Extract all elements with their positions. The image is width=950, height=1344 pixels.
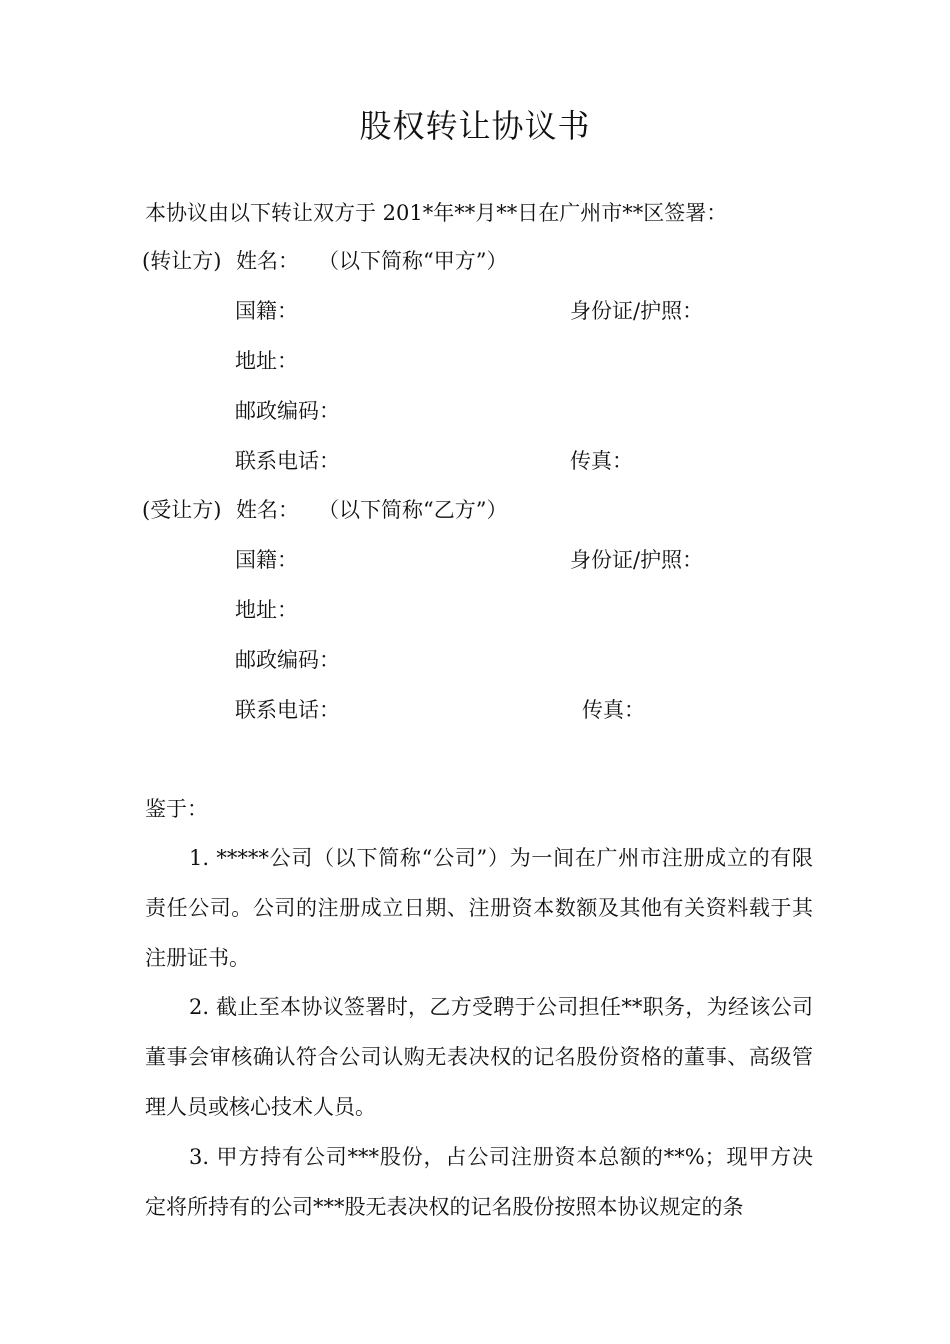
transferee-id-label: 身份证/护照： bbox=[570, 548, 704, 572]
transferee-fax-label: 传真： bbox=[582, 698, 645, 722]
transferee-alias: （以下简称“乙方”） bbox=[318, 498, 508, 522]
transferor-name-label: 姓名： bbox=[236, 249, 299, 273]
transferee-role: (受让方) bbox=[142, 498, 222, 522]
transferor-role: (转让方) bbox=[142, 249, 222, 273]
transferor-id-label: 身份证/护照： bbox=[570, 299, 704, 323]
transferee-name-label: 姓名： bbox=[236, 498, 299, 522]
transferor-nationality-label: 国籍： bbox=[235, 299, 298, 323]
transferor-alias: （以下简称“甲方”） bbox=[318, 249, 508, 273]
intro-line: 本协议由以下转让双方于 201*年**月**日在广州市**区签署： bbox=[145, 201, 728, 225]
clause-1: 1. *****公司（以下简称“公司”）为一间在广州市注册成立的有限责任公司。公司的注册成立日期、注册资本数额及其他有关资料载于其注册证书。 bbox=[145, 846, 813, 970]
transferor-phone-label: 联系电话： bbox=[235, 449, 340, 473]
document-title: 股权转让协议书 bbox=[359, 107, 591, 145]
transferee-postcode-label: 邮政编码： bbox=[235, 648, 340, 672]
transferor-fax-label: 传真： bbox=[570, 449, 633, 473]
transferee-nationality-label: 国籍： bbox=[235, 548, 298, 572]
whereas-heading: 鉴于： bbox=[145, 797, 208, 821]
transferee-phone-label: 联系电话： bbox=[235, 698, 340, 722]
transferor-postcode-label: 邮政编码： bbox=[235, 399, 340, 423]
transferor-address-label: 地址： bbox=[235, 349, 298, 373]
transferee-address-label: 地址： bbox=[235, 598, 298, 622]
clause-2: 2. 截止至本协议签署时，乙方受聘于公司担任**职务，为经该公司董事会审核确认符合公司认购无表决权的记名股份资格的董事、高级管理人员或核心技术人员。 bbox=[145, 995, 813, 1119]
clause-3: 3. 甲方持有公司***股份，占公司注册资本总额的**%；现甲方决定将所持有的公司***股无表决权的记名股份按照本协议规定的条 bbox=[145, 1145, 813, 1219]
